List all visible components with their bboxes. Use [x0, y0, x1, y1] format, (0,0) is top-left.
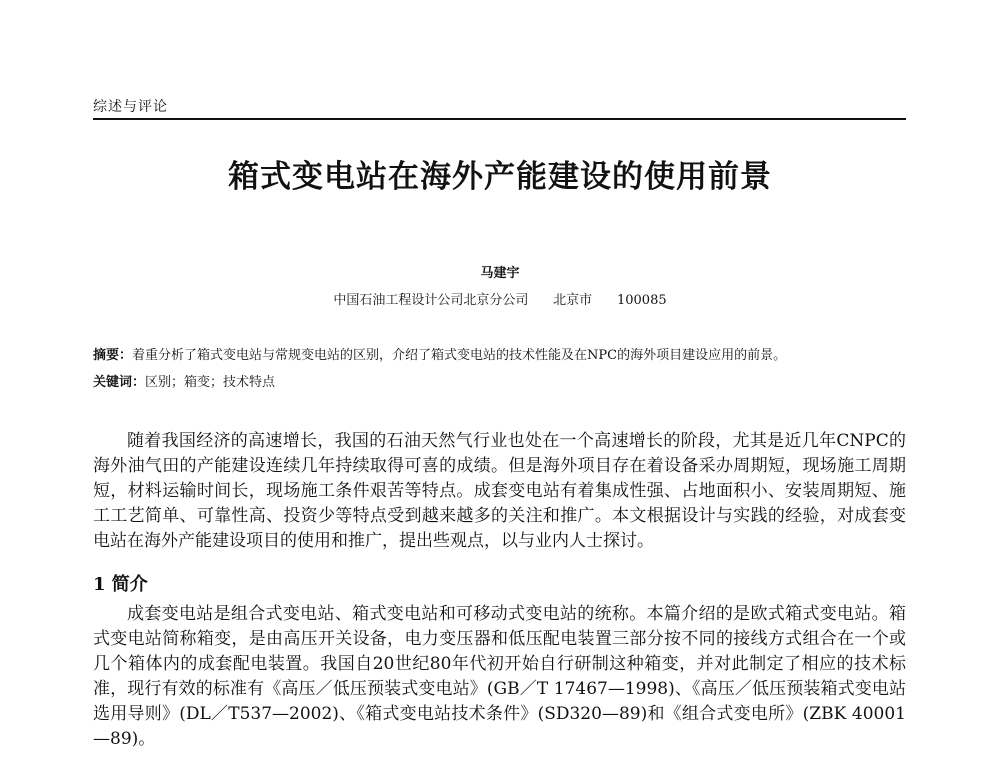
- abstract: [93, 344, 923, 363]
- author-affiliation: 中国石油工程设计公司北京分公司 北京市 100085: [333, 293, 667, 308]
- article-title: 箱式变电站在海外产能建设的使用前景: [228, 159, 772, 195]
- section1-paragraph: 成套变电站是组合式变电站、箱式变电站和可移动式变电站的统称。本篇介绍的是欧式箱式变电站。箱式变电站简称箱变，是由高压开关设备，电力变压器和低压配电装置三部分按不同的接线方式组合在一个或几个箱体内的成套配电装置。我国自20世纪80年代初开始自行研制这种箱变，并对此制定了相应的技术标准，现行有效的标准有《高压／低压预装式变电站》(GB／T 17467—1998)、《高压／低压预装箱式变电站选用导则》(DL／T537—2002)、《箱式变电站技术条件》(SD320—89)和《组合式变电所》(ZBK 40001—89)。: [93, 604, 906, 749]
- keywords: [93, 371, 923, 390]
- author-name: 马建宇: [480, 266, 520, 281]
- abstract-label: 摘要：: [93, 348, 133, 363]
- keywords-label: 关键词：: [93, 375, 146, 390]
- section-heading-intro: 1 简介: [93, 574, 148, 595]
- header-rule: [93, 118, 906, 120]
- keywords-text: 区别；箱变；技术特点: [145, 375, 276, 390]
- running-header: 综述与评论: [93, 99, 168, 115]
- abstract-text: 着重分析了箱式变电站与常规变电站的区别，介绍了箱式变电站的技术性能及在NPC的海外项目建设应用的前景。: [132, 348, 787, 363]
- intro-paragraph: 随着我国经济的高速增长，我国的石油天然气行业也处在一个高速增长的阶段，尤其是近几年CNPC的海外油气田的产能建设连续几年持续取得可喜的成绩。但是海外项目存在着设备采办周期短，现场施工周期短，材料运输时间长，现场施工条件艰苦等特点。成套变电站有着集成性强、占地面积小、安装周期短、施工工艺简单、可靠性高、投资少等特点受到越来越多的关注和推广。本文根据设计与实践的经验，对成套变电站在海外产能建设项目的使用和推广，提出些观点，以与业内人士探讨。: [93, 431, 906, 551]
